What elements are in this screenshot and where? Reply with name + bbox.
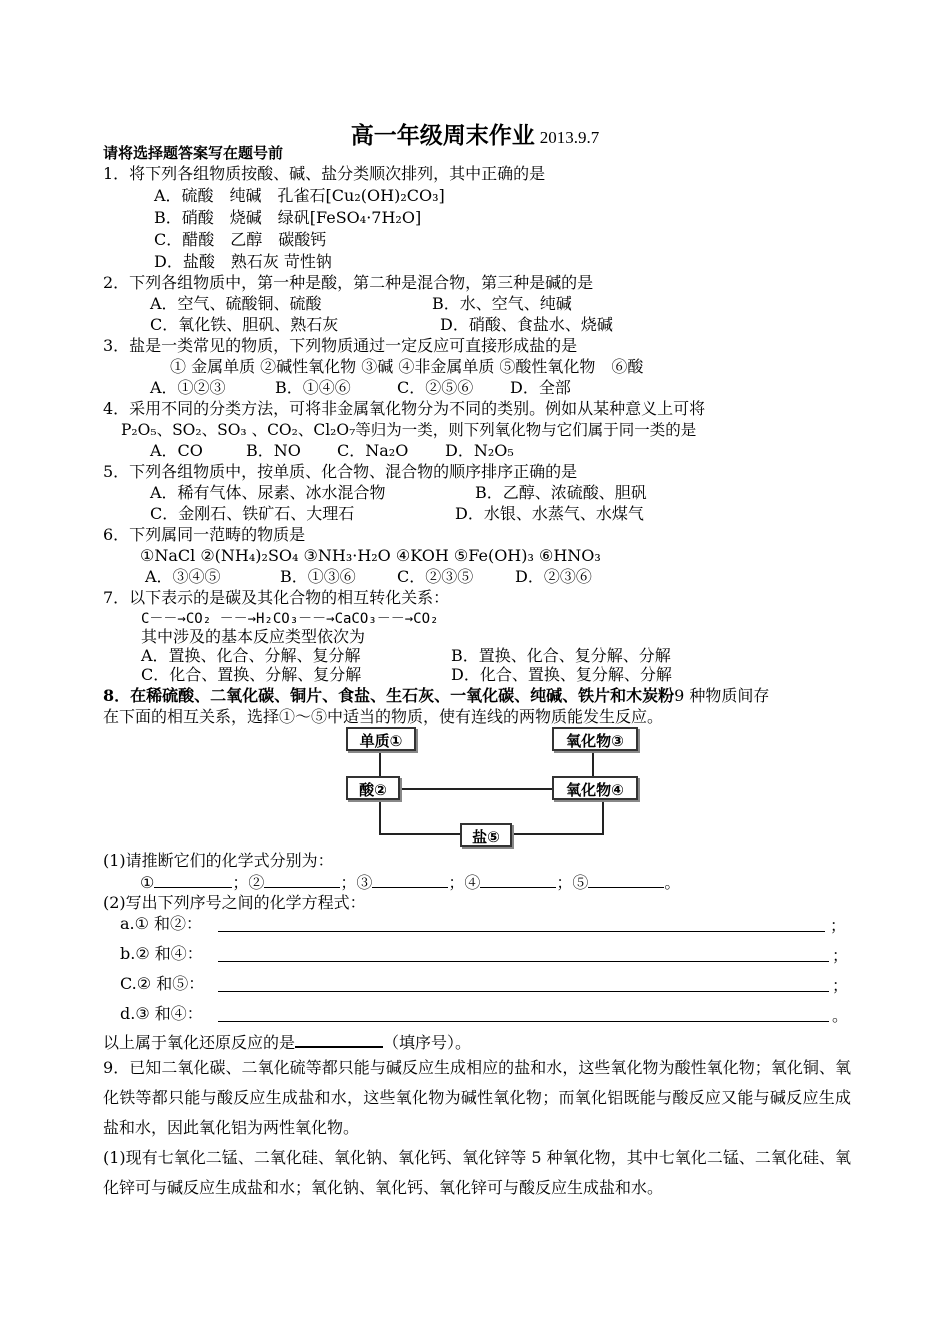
answer-blank-5[interactable] xyxy=(588,872,664,888)
redox-label: 以上属于氧化还原反应的是 xyxy=(103,1033,296,1052)
q3-option-a: A．①②③ xyxy=(150,378,226,397)
blanks-end: 。 xyxy=(664,873,681,892)
blank-label-5: ；⑤ xyxy=(556,873,589,892)
box-salt-5: 盐⑤ xyxy=(460,823,512,847)
line-left-to-box5 xyxy=(379,833,461,835)
q6-option-a: A．③④⑤ xyxy=(145,567,221,586)
q7-reaction-chain: C－－→CO₂ －－→H₂CO₃－－→CaCO₃－－→CO₂ xyxy=(141,611,439,627)
q1-option-c: C．醋酸 乙醇 碳酸钙 xyxy=(154,230,327,249)
redox-answer-blank[interactable] xyxy=(295,1031,383,1048)
q5-option-d: D．水银、水蒸气、水煤气 xyxy=(455,504,644,523)
blank-label-4: ；④ xyxy=(448,873,481,892)
q8-stem-bold: 8．在稀硫酸、二氧化碳、铜片、食盐、生石灰、一氧化碳、纯碱、铁片和木炭粉 xyxy=(103,686,675,705)
line-box4-down xyxy=(602,801,604,835)
q2-option-c: C．氧化铁、胆矾、熟石灰 xyxy=(150,315,339,334)
q7-option-b: B．置换、化合、复分解、分解 xyxy=(451,646,671,665)
equation-a-label: a.① 和②： xyxy=(120,914,203,933)
q8-line2: 在下面的相互关系，选择①～⑤中适当的物质，使有连线的两物质能发生反应。 xyxy=(103,707,664,726)
q4-line2: P₂O₅、SO₂、SO₃ 、CO₂、Cl₂O₇等归为一类，则下列氧化物与它们属于同一类的是 xyxy=(121,421,697,439)
q2-stem: 2．下列各组物质中，第一种是酸，第二种是混合物，第三种是碱的是 xyxy=(103,273,594,292)
equation-b-line[interactable] xyxy=(218,960,829,962)
answer-blank-2[interactable] xyxy=(264,872,340,888)
line-box2-down xyxy=(379,801,381,835)
q9-paragraph-2: (1)现有七氧化二锰、二氧化硅、氧化钠、氧化钙、氧化锌等 5 种氧化物，其中七氧化二锰、二氧化硅、氧化锌可与碱反应生成盐和水；氧化钠、氧化钙、氧化锌可与酸反应生成盐和水。 xyxy=(103,1148,851,1197)
q8-stem xyxy=(103,686,769,706)
q6-stem: 6．下列属同一范畴的物质是 xyxy=(103,525,306,544)
q8-part1: (1)请推断它们的化学式分别为： xyxy=(103,851,334,870)
q4-option-b: B．NO xyxy=(246,441,301,460)
equation-c-line[interactable] xyxy=(218,990,829,992)
q5-stem: 5．下列各组物质中，按单质、化合物、混合物的顺序排序正确的是 xyxy=(103,462,578,481)
answer-blank-1[interactable] xyxy=(154,872,232,888)
equation-d-end: 。 xyxy=(832,1006,849,1025)
q3-option-c: C．②⑤⑥ xyxy=(397,378,474,397)
q7-option-d: D．化合、置换、复分解、分解 xyxy=(451,665,672,684)
equation-b-end: ； xyxy=(832,946,849,965)
q1-option-b: B．硝酸 烧碱 绿矾[FeSO₄·7H₂O] xyxy=(154,208,422,227)
q1-option-d: D．盐酸 熟石灰 苛性钠 xyxy=(154,252,332,271)
q7-option-c: C．化合、置换、分解、复分解 xyxy=(141,665,362,684)
q6-option-b: B．①③⑥ xyxy=(280,567,356,586)
equation-d-line[interactable] xyxy=(218,1020,829,1022)
q1-stem: 1．将下列各组物质按酸、碱、盐分类顺次排列，其中正确的是 xyxy=(103,164,546,183)
box-element-1: 单质① xyxy=(346,727,416,751)
q7-sub-question: 其中涉及的基本反应类型依次为 xyxy=(141,627,366,646)
q6-option-d: D．②③⑥ xyxy=(515,567,592,586)
redox-hint: （填序号）。 xyxy=(383,1033,472,1052)
box-oxide-4: 氧化物④ xyxy=(552,776,638,800)
q8-part2: (2)写出下列序号之间的化学方程式： xyxy=(103,893,366,912)
equation-b-label: b.② 和④： xyxy=(120,944,203,963)
q4-option-d: D．N₂O₅ xyxy=(445,441,514,460)
q4-option-c: C．Na₂O xyxy=(337,441,409,460)
title-main: 高一年级周末作业 xyxy=(350,122,535,149)
q3-option-d: D．全部 xyxy=(510,378,571,397)
equation-d-label: d.③ 和④： xyxy=(120,1004,203,1023)
q2-option-d: D．硝酸、食盐水、烧碱 xyxy=(440,315,613,334)
q2-option-b: B．水、空气、纯碱 xyxy=(432,294,572,313)
q5-option-b: B．乙醇、浓硫酸、胆矾 xyxy=(475,483,647,502)
box-oxide-3: 氧化物③ xyxy=(552,727,638,751)
equation-c-label: C.② 和⑤： xyxy=(120,974,205,993)
q3-items: ① 金属单质 ②碱性氧化物 ③碱 ④非金属单质 ⑤酸性氧化物 ⑥酸 xyxy=(170,357,644,376)
q3-stem: 3．盐是一类常见的物质，下列物质通过一定反应可直接形成盐的是 xyxy=(103,336,578,355)
q4-option-a: A．CO xyxy=(150,441,203,460)
q8-formula-blanks xyxy=(140,872,680,893)
q5-option-a: A．稀有气体、尿素、冰水混合物 xyxy=(150,483,386,502)
equation-a-end: ； xyxy=(830,916,847,935)
blank-label-1: ① xyxy=(140,873,155,892)
q6-option-c: C．②③⑤ xyxy=(397,567,474,586)
q7-option-a: A．置换、化合、分解、复分解 xyxy=(141,646,361,665)
blank-label-3: ；③ xyxy=(340,873,373,892)
q9-paragraph-1: 9．已知二氧化碳、二氧化硫等都只能与碱反应生成相应的盐和水，这些氧化物为酸性氧化物；氧化铜、氧化铁等都只能与酸反应生成盐和水，这些氧化物为碱性氧化物；而氧化铝既能与酸反应又能与碱反应生成盐和水，因此氧化铝为两性氧化物。 xyxy=(103,1058,851,1137)
q3-option-b: B．①④⑥ xyxy=(275,378,351,397)
title-date: 2013.9.7 xyxy=(539,128,600,147)
box-acid-2: 酸② xyxy=(346,776,400,800)
q4-stem: 4．采用不同的分类方法，可将非金属氧化物分为不同的类别。例如从某种意义上可将 xyxy=(103,399,706,418)
answer-blank-3[interactable] xyxy=(372,872,448,888)
relation-diagram xyxy=(340,723,650,853)
blank-label-2: ；② xyxy=(232,873,265,892)
q6-items: ①NaCl ②(NH₄)₂SO₄ ③NH₃·H₂O ④KOH ⑤Fe(OH)₃ ⑥HNO₃ xyxy=(140,546,601,565)
equation-a-line[interactable] xyxy=(218,930,825,932)
instruction-line: 请将选择题答案写在题号前 xyxy=(103,144,284,162)
equation-c-end: ； xyxy=(832,976,849,995)
line-box2-box4 xyxy=(400,788,555,790)
q8-stem-rest: 9 种物质间存 xyxy=(674,686,770,705)
q5-option-c: C．金刚石、铁矿石、大理石 xyxy=(150,504,355,523)
line-box5-to-right xyxy=(510,833,604,835)
answer-blank-4[interactable] xyxy=(480,872,556,888)
q1-option-a: A．硫酸 纯碱 孔雀石[Cu₂(OH)₂CO₃] xyxy=(154,186,445,205)
redox-question xyxy=(103,1031,471,1053)
q2-option-a: A．空气、硫酸铜、硫酸 xyxy=(150,294,322,313)
q7-stem: 7．以下表示的是碳及其化合物的相互转化关系： xyxy=(103,588,450,607)
